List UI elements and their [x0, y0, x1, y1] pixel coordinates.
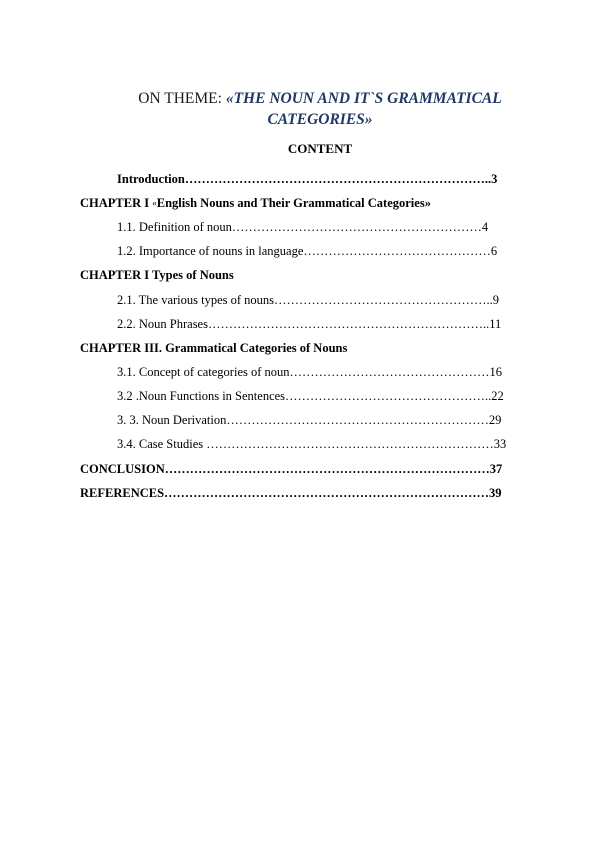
toc-chapter-1	[80, 195, 431, 211]
toc-item-1-2: 1.2. Importance of nouns in language………………………………………6	[117, 244, 498, 258]
document-title	[80, 88, 560, 130]
toc-chapter-1-prefix: CHAPTER I	[80, 196, 153, 210]
toc-item-1-1: 1.1. Definition of noun……………………………………………………4	[117, 220, 489, 234]
toc-item-3-3: 3. 3. Noun Derivation………………………………………………………29	[117, 413, 502, 427]
toc-chapter-2: CHAPTER I Types of Nouns	[80, 268, 234, 282]
title-lead: ON THEME:	[138, 90, 226, 107]
toc-conclusion: CONCLUSION……………………………………………………………………37	[80, 462, 503, 476]
content-heading: CONTENT	[287, 141, 353, 156]
toc-item-3-2: 3.2 .Noun Functions in Sentences…………………………………………..22	[117, 389, 504, 403]
toc-chapter-3: CHAPTER III. Grammatical Categories of Nouns	[80, 341, 348, 355]
toc-references: REFERENCES……………………………………………………………………39	[80, 486, 502, 500]
toc-introduction: Introduction………………………………………………………………..3	[117, 172, 498, 186]
toc-item-3-1: 3.1. Concept of categories of noun…………………………………………16	[117, 365, 503, 379]
toc-item-3-4: 3.4. Case Studies ……………………………………………………………33	[117, 437, 507, 451]
title-theme-line2: CATEGORIES»	[267, 111, 373, 128]
toc-item-2-1: 2.1. The various types of nouns……………………………………………..9	[117, 293, 500, 307]
toc-item-2-2: 2.2. Noun Phrases…………………………………………………………..11	[117, 317, 502, 331]
toc-chapter-1-quote-mark: «	[152, 198, 157, 208]
title-theme-line1: «THE NOUN AND IT`S GRAMMATICAL	[225, 90, 502, 107]
toc-chapter-1-title: English Nouns and Their Grammatical Categories»	[156, 196, 431, 210]
